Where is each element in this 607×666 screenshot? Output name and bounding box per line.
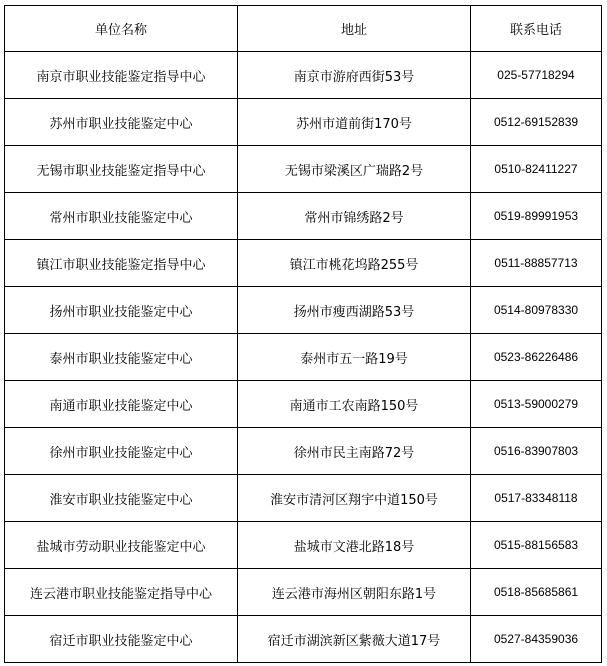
table-row <box>5 240 602 287</box>
cell-phone: 0517-83348118 <box>471 475 602 522</box>
cell-phone: 0513-59000279 <box>471 381 602 428</box>
table-container <box>4 5 602 663</box>
cell-address: 扬州市瘦西湖路53号 <box>238 287 471 334</box>
table-header-row <box>5 6 602 52</box>
table-row <box>5 428 602 475</box>
cell-address: 淮安市清河区翔宇中道150号 <box>238 475 471 522</box>
cell-phone: 0518-85685861 <box>471 569 602 616</box>
table-row <box>5 381 602 428</box>
cell-name: 泰州市职业技能鉴定中心 <box>5 334 238 381</box>
table-row <box>5 334 602 381</box>
cell-phone: 025-57718294 <box>471 52 602 99</box>
header-name: 单位名称 <box>5 6 238 52</box>
table-row <box>5 522 602 569</box>
cell-name: 宿迁市职业技能鉴定中心 <box>5 616 238 663</box>
cell-phone: 0511-88857713 <box>471 240 602 287</box>
cell-address: 苏州市道前街170号 <box>238 99 471 146</box>
cell-phone: 0516-83907803 <box>471 428 602 475</box>
cell-address: 连云港市海州区朝阳东路1号 <box>238 569 471 616</box>
cell-name: 南京市职业技能鉴定指导中心 <box>5 52 238 99</box>
cell-address: 宿迁市湖滨新区紫薇大道17号 <box>238 616 471 663</box>
cell-phone: 0510-82411227 <box>471 146 602 193</box>
cell-address: 南京市游府西街53号 <box>238 52 471 99</box>
cell-address: 无锡市梁溪区广瑞路2号 <box>238 146 471 193</box>
cell-name: 无锡市职业技能鉴定指导中心 <box>5 146 238 193</box>
contact-table <box>4 5 602 663</box>
cell-name: 常州市职业技能鉴定中心 <box>5 193 238 240</box>
header-address: 地址 <box>238 6 471 52</box>
cell-phone: 0514-80978330 <box>471 287 602 334</box>
cell-name: 扬州市职业技能鉴定中心 <box>5 287 238 334</box>
table-row <box>5 193 602 240</box>
cell-name: 南通市职业技能鉴定中心 <box>5 381 238 428</box>
table-row <box>5 146 602 193</box>
cell-address: 镇江市桃花坞路255号 <box>238 240 471 287</box>
cell-address: 徐州市民主南路72号 <box>238 428 471 475</box>
cell-name: 镇江市职业技能鉴定指导中心 <box>5 240 238 287</box>
cell-phone: 0519-89991953 <box>471 193 602 240</box>
cell-address: 泰州市五一路19号 <box>238 334 471 381</box>
cell-phone: 0527-84359036 <box>471 616 602 663</box>
cell-name: 徐州市职业技能鉴定中心 <box>5 428 238 475</box>
table-row <box>5 287 602 334</box>
cell-address: 盐城市文港北路18号 <box>238 522 471 569</box>
cell-name: 盐城市劳动职业技能鉴定中心 <box>5 522 238 569</box>
table-row <box>5 99 602 146</box>
cell-name: 淮安市职业技能鉴定中心 <box>5 475 238 522</box>
table-row <box>5 616 602 663</box>
table-row <box>5 475 602 522</box>
table-row <box>5 52 602 99</box>
cell-name: 苏州市职业技能鉴定中心 <box>5 99 238 146</box>
cell-phone: 0515-88156583 <box>471 522 602 569</box>
cell-address: 常州市锦绣路2号 <box>238 193 471 240</box>
cell-name: 连云港市职业技能鉴定指导中心 <box>5 569 238 616</box>
cell-phone: 0512-69152839 <box>471 99 602 146</box>
cell-phone: 0523-86226486 <box>471 334 602 381</box>
table-row <box>5 569 602 616</box>
header-phone: 联系电话 <box>471 6 602 52</box>
cell-address: 南通市工农南路150号 <box>238 381 471 428</box>
